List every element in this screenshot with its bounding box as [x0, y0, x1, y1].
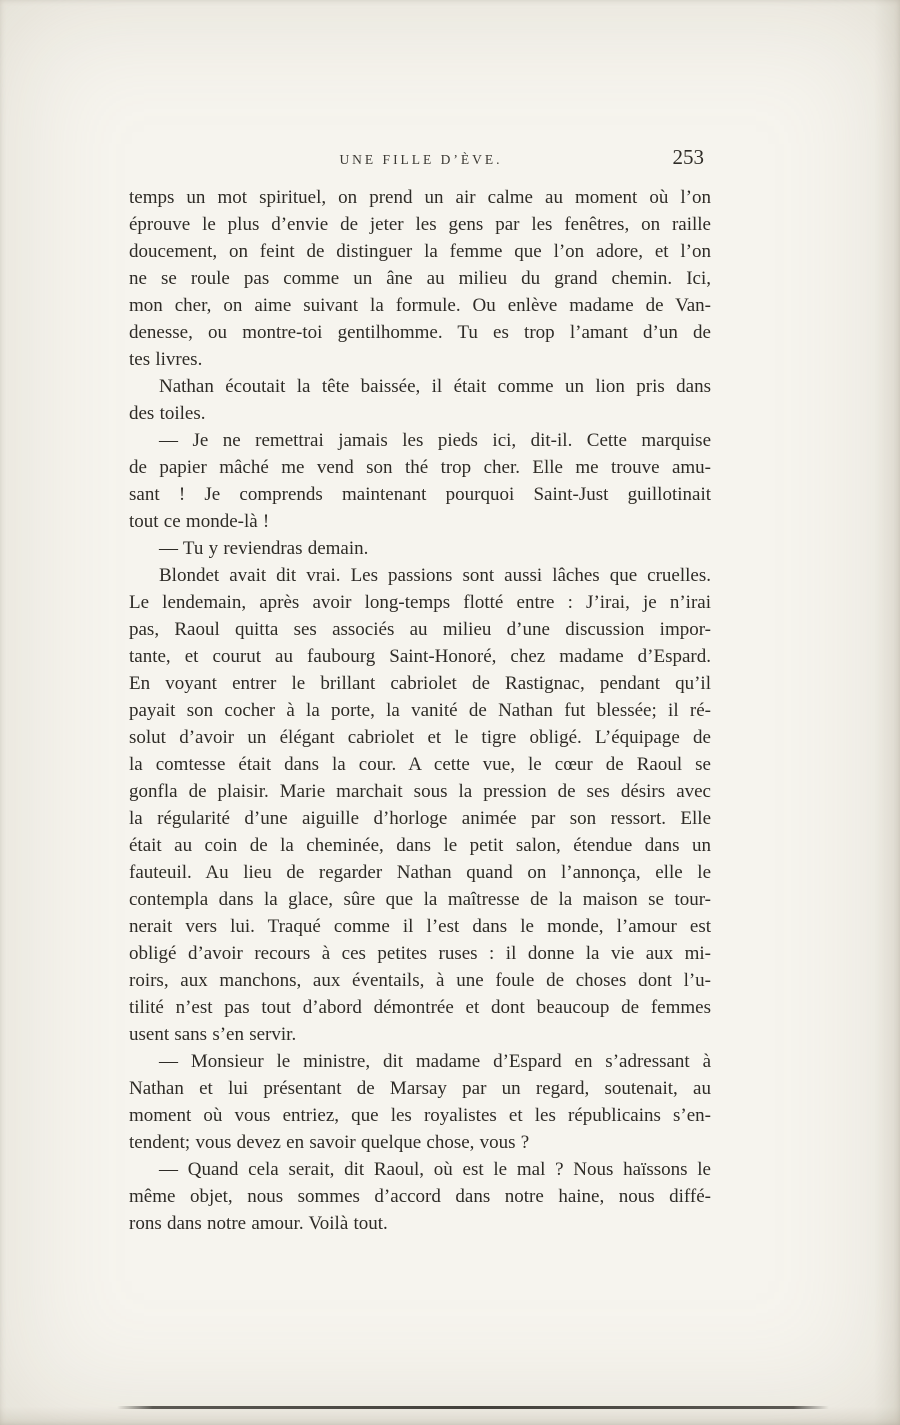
text-line: tendent; vous devez en savoir quelque chose, vous ?: [129, 1132, 530, 1153]
text-line: temps un mot spirituel, on prend un air calme au moment où l’on: [129, 187, 711, 208]
text-line: tilité n’est pas tout d’abord démontrée et dont beaucoup de femmes: [129, 997, 711, 1018]
text-line: obligé d’avoir recours à ces petites ruses : il donne la vie aux mi-: [129, 943, 711, 964]
page-number: 253: [672, 145, 704, 169]
text-line: En voyant entrer le brillant cabriolet de Rastignac, pendant qu’il: [129, 673, 711, 694]
text-line: de papier mâché me vend son thé trop cher. Elle me trouve amu-: [129, 457, 711, 478]
text-line: pas, Raoul quitta ses associés au milieu d’une discussion impor-: [129, 619, 711, 640]
text-line: la comtesse était dans la cour. A cette vue, le cœur de Raoul se: [129, 754, 711, 775]
text-line: gonfla de plaisir. Marie marchait sous la pression de ses désirs avec: [129, 781, 711, 802]
text-line: ne se roule pas comme un âne au milieu du grand chemin. Ici,: [129, 268, 711, 289]
text-line: la régularité d’une aiguille d’horloge animée par son ressort. Elle: [129, 808, 711, 829]
text-line: doucement, on feint de distinguer la femme que l’on adore, et l’on: [129, 241, 711, 262]
text-line: était au coin de la cheminée, dans le petit salon, étendue dans un: [129, 835, 711, 856]
text-line: Nathan et lui présentant de Marsay par un regard, soutenait, au: [129, 1078, 711, 1099]
text-line: moment où vous entriez, que les royalistes et les républicains s’en-: [129, 1105, 711, 1126]
text-line: — Tu y reviendras demain.: [159, 538, 369, 559]
text-line: tes livres.: [129, 349, 203, 370]
text-line: rons dans notre amour. Voilà tout.: [129, 1213, 388, 1234]
text-line: usent sans s’en servir.: [129, 1024, 297, 1045]
text-line: sant ! Je comprends maintenant pourquoi Saint-Just guillotinait: [129, 484, 711, 505]
text-line: fauteuil. Au lieu de regarder Nathan quand on l’annonça, elle le: [129, 862, 711, 883]
text-line: denesse, ou montre-toi gentilhomme. Tu es trop l’amant d’un de: [129, 322, 711, 343]
text-line: Le lendemain, après avoir long-temps flotté entre : J’irai, je n’irai: [129, 592, 711, 613]
body-text: [129, 184, 711, 1237]
text-line: — Monsieur le ministre, dit madame d’Espard en s’adressant à: [159, 1051, 711, 1072]
text-line: Blondet avait dit vrai. Les passions sont aussi lâches que cruelles.: [159, 565, 711, 586]
text-line: tante, et courut au faubourg Saint-Honoré, chez madame d’Espard.: [129, 646, 711, 667]
text-line: éprouve le plus d’envie de jeter les gens par les fenêtres, on raille: [129, 214, 711, 235]
text-line: des toiles.: [129, 403, 206, 424]
page-header: [130, 145, 712, 174]
text-line: roirs, aux manchons, aux éventails, à une foule de choses dont l’u-: [129, 970, 711, 991]
text-line: contempla dans la glace, sûre que la maîtresse de la maison se tour-: [129, 889, 711, 910]
text-line: payait son cocher à la porte, la vanité de Nathan fut blessée; il ré-: [129, 700, 711, 721]
running-title: UNE FILLE D’ÈVE.: [339, 152, 503, 167]
scan-edge-shade: [0, 1407, 900, 1425]
text-line: — Je ne remettrai jamais les pieds ici, dit-il. Cette marquise: [159, 430, 711, 451]
text-line: — Quand cela serait, dit Raoul, où est le mal ? Nous haïssons le: [159, 1159, 711, 1180]
text-line: Nathan écoutait la tête baissée, il était comme un lion pris dans: [159, 376, 711, 397]
scan-edge-shade: [874, 0, 900, 1425]
text-line: solut d’avoir un élégant cabriolet et le tigre obligé. L’équipage de: [129, 727, 711, 748]
text-line: mon cher, on aime suivant la formule. Ou enlève madame de Van-: [129, 295, 711, 316]
text-line: même objet, nous sommes d’accord dans notre haine, nous diffé-: [129, 1186, 711, 1207]
text-line: nerait vers lui. Traqué comme il l’est dans le monde, l’amour est: [129, 916, 711, 937]
text-line: tout ce monde-là !: [129, 511, 270, 532]
